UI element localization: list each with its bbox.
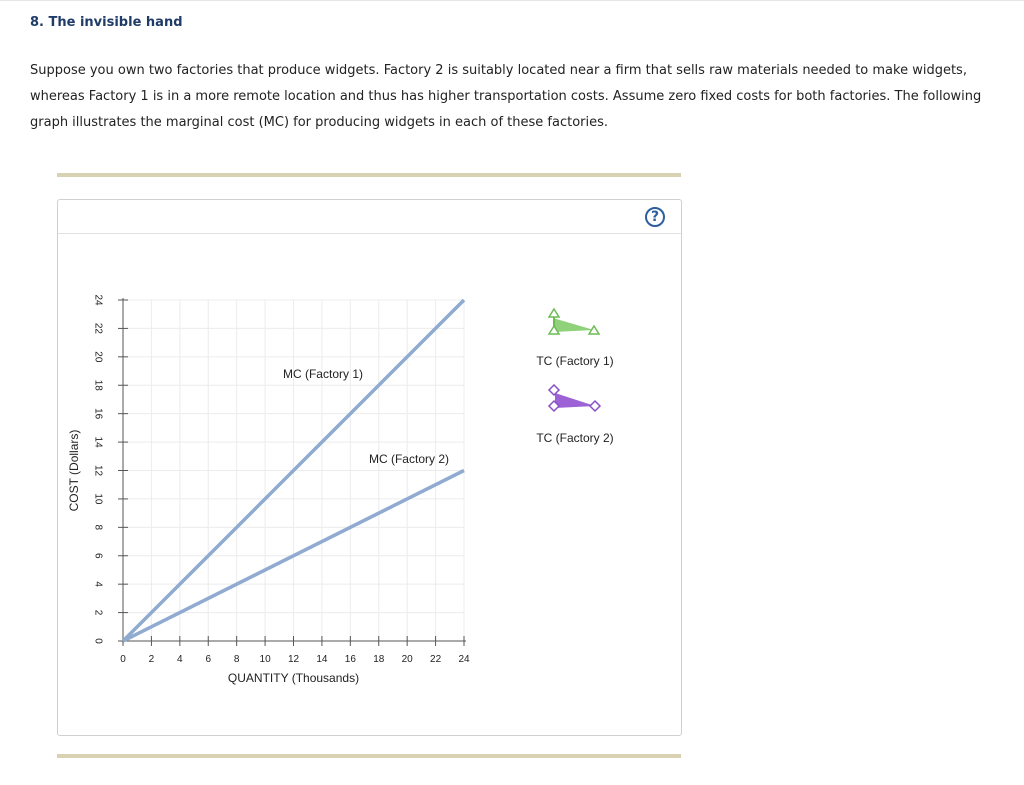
divider-top <box>57 173 681 177</box>
y-tick-label: 12 <box>92 464 104 477</box>
series-label-2: MC (Factory 2) <box>368 452 450 466</box>
x-tick-label: 8 <box>233 654 240 665</box>
y-axis-title: COST (Dollars) <box>67 429 81 512</box>
x-tick-label: 22 <box>430 654 442 665</box>
triangle-icon <box>549 309 559 317</box>
legend-label-tc-factory-2: TC (Factory 2) <box>536 431 614 445</box>
x-tick-label: 4 <box>177 654 183 665</box>
graph-panel <box>57 199 682 736</box>
y-tick-label: 4 <box>92 581 104 587</box>
y-tick-label: 0 <box>92 638 104 644</box>
x-tick-label: 16 <box>344 654 356 665</box>
x-tick-label: 6 <box>205 654 212 665</box>
x-tick-label: 0 <box>120 654 126 665</box>
diamond-icon <box>549 385 559 395</box>
mc-chart <box>58 200 681 735</box>
question-text: Suppose you own two factories that produce widgets. Factory 2 is suitably located near a firm that sells raw materials needed to make widgets, whereas Factory 1 is in a more remote location and thus has higher transportation costs. Assume zero fixed costs for both factories. The following graph illustrates the marginal cost (MC) for producing widgets in each of these factories. <box>30 63 982 130</box>
x-tick-label: 10 <box>259 654 271 665</box>
legend-label-tc-factory-1: TC (Factory 1) <box>536 354 614 368</box>
y-tick-label: 18 <box>92 379 104 391</box>
x-tick-label: 12 <box>287 654 300 665</box>
y-tick-label: 6 <box>92 552 104 559</box>
triangle-fill <box>553 318 594 332</box>
y-tick-label: 22 <box>92 322 104 334</box>
legend-item-tc-factory-1[interactable] <box>536 309 613 368</box>
y-tick-label: 10 <box>92 493 104 505</box>
x-tick-label: 14 <box>316 654 328 665</box>
y-tick-label: 24 <box>92 294 104 306</box>
x-tick-label: 18 <box>373 654 385 665</box>
top-rule <box>0 0 1024 1</box>
y-tick-label: 16 <box>92 408 104 420</box>
x-tick-label: 20 <box>401 654 413 665</box>
diamond-icon <box>590 401 600 411</box>
question-title: 8. The invisible hand <box>30 15 183 30</box>
series-label-1: MC (Factory 1) <box>282 367 364 381</box>
x-axis-title: QUANTITY (Thousands) <box>227 671 360 685</box>
y-tick-label: 14 <box>92 436 104 448</box>
y-tick-label: 8 <box>92 524 104 531</box>
divider-bottom <box>57 754 681 758</box>
diamond-fill <box>555 393 595 408</box>
y-tick-label: 2 <box>92 609 104 616</box>
y-tick-label: 20 <box>92 351 104 363</box>
x-tick-label: 2 <box>148 654 155 665</box>
legend <box>536 309 613 445</box>
legend-item-tc-factory-2[interactable] <box>536 385 613 445</box>
help-question-icon[interactable]: ? <box>645 207 665 227</box>
x-tick-label: 24 <box>458 654 470 665</box>
